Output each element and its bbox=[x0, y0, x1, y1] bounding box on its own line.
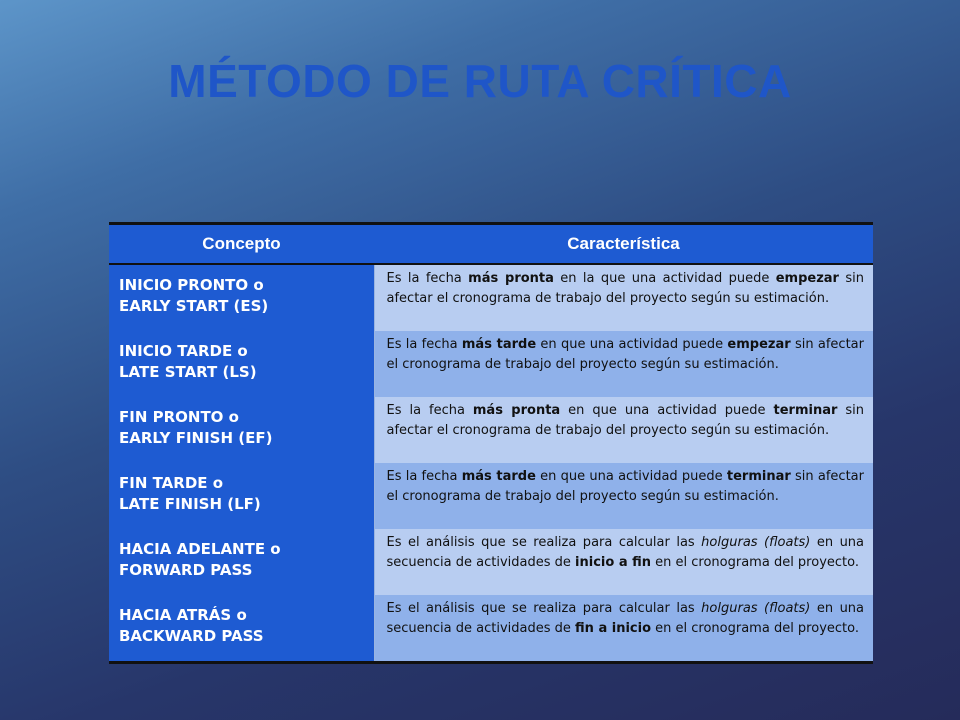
concept-label-line: FIN TARDE o bbox=[119, 474, 224, 492]
header-concepto: Concepto bbox=[109, 225, 374, 264]
concept-label-line: EARLY START (ES) bbox=[119, 297, 269, 315]
description-emphasis: inicio a fin bbox=[575, 555, 652, 570]
description-emphasis: más pronta bbox=[468, 271, 554, 286]
table-row bbox=[109, 529, 873, 595]
concept-cell bbox=[109, 529, 374, 595]
concept-label-line: HACIA ATRÁS o bbox=[119, 606, 247, 624]
description-text: en el cronograma del proyecto. bbox=[651, 555, 859, 570]
concepts-table bbox=[109, 222, 873, 664]
description-emphasis: más tarde bbox=[461, 337, 537, 352]
description-text: en que una actividad puede bbox=[535, 469, 727, 484]
concept-cell bbox=[109, 331, 374, 397]
description-emphasis: más tarde bbox=[461, 469, 536, 484]
concept-cell bbox=[109, 595, 374, 661]
description-text: Es la fecha bbox=[386, 469, 462, 484]
concept-label-line: FIN PRONTO o bbox=[119, 408, 239, 426]
description-emphasis: fin a inicio bbox=[575, 621, 652, 636]
description-cell bbox=[374, 595, 873, 661]
concept-label-line: HACIA ADELANTE o bbox=[119, 540, 281, 558]
description-text: sin afectar el cronograma de trabajo del proyecto según su estimación. bbox=[386, 337, 864, 372]
description-text: en que una actividad puede bbox=[560, 403, 774, 418]
description-cell bbox=[374, 397, 873, 463]
table-body bbox=[109, 264, 873, 661]
concept-cell bbox=[109, 264, 374, 331]
description-text: sin afectar el cronograma de trabajo del proyecto según su estimación. bbox=[386, 271, 864, 306]
description-text: Es la fecha bbox=[386, 271, 469, 286]
description-text: en la que una actividad puede bbox=[553, 271, 776, 286]
description-cell bbox=[374, 529, 873, 595]
concept-cell bbox=[109, 463, 374, 529]
table-row bbox=[109, 331, 873, 397]
table-row bbox=[109, 264, 873, 331]
concept-label-line: INICIO PRONTO o bbox=[119, 276, 264, 294]
description-emphasis: terminar bbox=[726, 469, 791, 484]
description-text: sin afectar el cronograma de trabajo del proyecto según su estimación. bbox=[386, 469, 864, 504]
table-row bbox=[109, 397, 873, 463]
description-text: en una secuencia de actividades de bbox=[386, 535, 865, 570]
concept-label-line: EARLY FINISH (EF) bbox=[119, 429, 273, 447]
table-row bbox=[109, 463, 873, 529]
concept-label-line: LATE START (LS) bbox=[119, 363, 257, 381]
description-cell bbox=[374, 331, 873, 397]
header-caracteristica: Característica bbox=[374, 225, 873, 264]
table-row bbox=[109, 595, 873, 661]
description-text: Es el análisis que se realiza para calcular las bbox=[386, 601, 702, 616]
description-italic: holguras (floats) bbox=[701, 601, 811, 616]
description-text: sin afectar el cronograma de trabajo del proyecto según su estimación. bbox=[386, 403, 864, 438]
concept-label-line: BACKWARD PASS bbox=[119, 627, 264, 645]
description-emphasis: terminar bbox=[773, 403, 838, 418]
table-header-row bbox=[109, 225, 873, 264]
description-emphasis: más pronta bbox=[472, 403, 561, 418]
description-cell bbox=[374, 463, 873, 529]
description-text: en el cronograma del proyecto. bbox=[651, 621, 859, 636]
concept-cell bbox=[109, 397, 374, 463]
description-italic: holguras (floats) bbox=[701, 535, 811, 550]
slide-title: MÉTODO DE RUTA CRÍTICA bbox=[168, 55, 792, 107]
description-text: Es la fecha bbox=[386, 337, 462, 352]
concept-label-line: LATE FINISH (LF) bbox=[119, 495, 261, 513]
description-text: Es el análisis que se realiza para calcular las bbox=[386, 535, 702, 550]
description-text: Es la fecha bbox=[386, 403, 473, 418]
description-emphasis: empezar bbox=[727, 337, 791, 352]
concept-label-line: FORWARD PASS bbox=[119, 561, 253, 579]
concept-label-line: INICIO TARDE o bbox=[119, 342, 248, 360]
description-text: en que una actividad puede bbox=[536, 337, 728, 352]
description-text: en una secuencia de actividades de bbox=[386, 601, 865, 636]
description-cell bbox=[374, 264, 873, 331]
description-emphasis: empezar bbox=[775, 271, 839, 286]
